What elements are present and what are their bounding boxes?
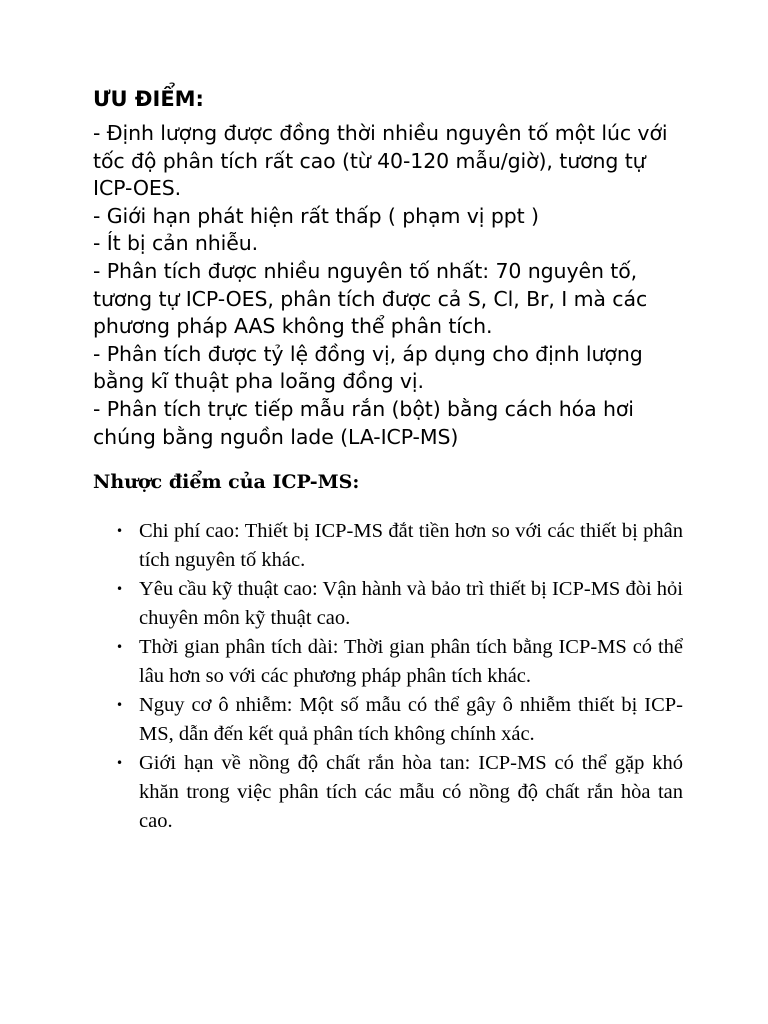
disadvantage-item <box>93 575 683 633</box>
bullet-icon: • <box>116 582 124 597</box>
advantages-heading: ƯU ĐIỂM: <box>93 87 204 111</box>
advantage-item: - Định lượng được đồng thời nhiều nguyên tố một lúc với tốc độ phân tích rất cao (từ 40-120 mẫu/giờ), tương tự ICP-OES. <box>93 121 668 201</box>
disadvantage-text: Thời gian phân tích dài: Thời gian phân tích bằng ICP-MS có thể lâu hơn so với các phương pháp phân tích khác. <box>139 636 683 688</box>
disadvantage-item <box>93 749 683 836</box>
disadvantage-text: Giới hạn về nồng độ chất rắn hòa tan: ICP-MS có thể gặp khó khăn trong việc phân tích các mẫu có nồng độ chất rắn hòa tan cao. <box>139 752 683 833</box>
document-page <box>93 84 683 836</box>
advantage-item: - Phân tích được tỷ lệ đồng vị, áp dụng cho định lượng bằng kĩ thuật pha loãng đồng vị. <box>93 341 643 394</box>
bullet-icon: • <box>116 698 124 713</box>
disadvantages-heading: Nhược điểm của ICP-MS: <box>93 471 360 494</box>
disadvantage-text: Chi phí cao: Thiết bị ICP-MS đắt tiền hơn so với các thiết bị phân tích nguyên tố khác. <box>139 520 683 572</box>
advantages-list <box>93 120 683 451</box>
advantage-item: - Phân tích trực tiếp mẫu rắn (bột) bằng cách hóa hơi chúng bằng nguồn lade (LA-ICP-MS) <box>93 396 634 449</box>
disadvantage-item <box>93 691 683 749</box>
bullet-icon: • <box>116 640 124 655</box>
advantage-item: - Ít bị cản nhiễu. <box>93 231 259 256</box>
disadvantage-item <box>93 633 683 691</box>
bullet-icon: • <box>116 756 124 771</box>
disadvantages-list <box>93 517 683 836</box>
disadvantage-item <box>93 517 683 575</box>
disadvantage-text: Yêu cầu kỹ thuật cao: Vận hành và bảo trì thiết bị ICP-MS đòi hỏi chuyên môn kỹ thuật cao. <box>139 578 683 630</box>
advantage-item: - Phân tích được nhiều nguyên tố nhất: 70 nguyên tố, tương tự ICP-OES, phân tích được cả S, Cl, Br, I mà các phương pháp AAS không thể phân tích. <box>93 258 648 339</box>
bullet-icon: • <box>116 524 124 539</box>
advantage-item: - Giới hạn phát hiện rất thấp ( phạm vị ppt ) <box>93 203 539 228</box>
disadvantage-text: Nguy cơ ô nhiễm: Một số mẫu có thể gây ô nhiễm thiết bị ICP-MS, dẫn đến kết quả phân tích không chính xác. <box>139 694 683 746</box>
